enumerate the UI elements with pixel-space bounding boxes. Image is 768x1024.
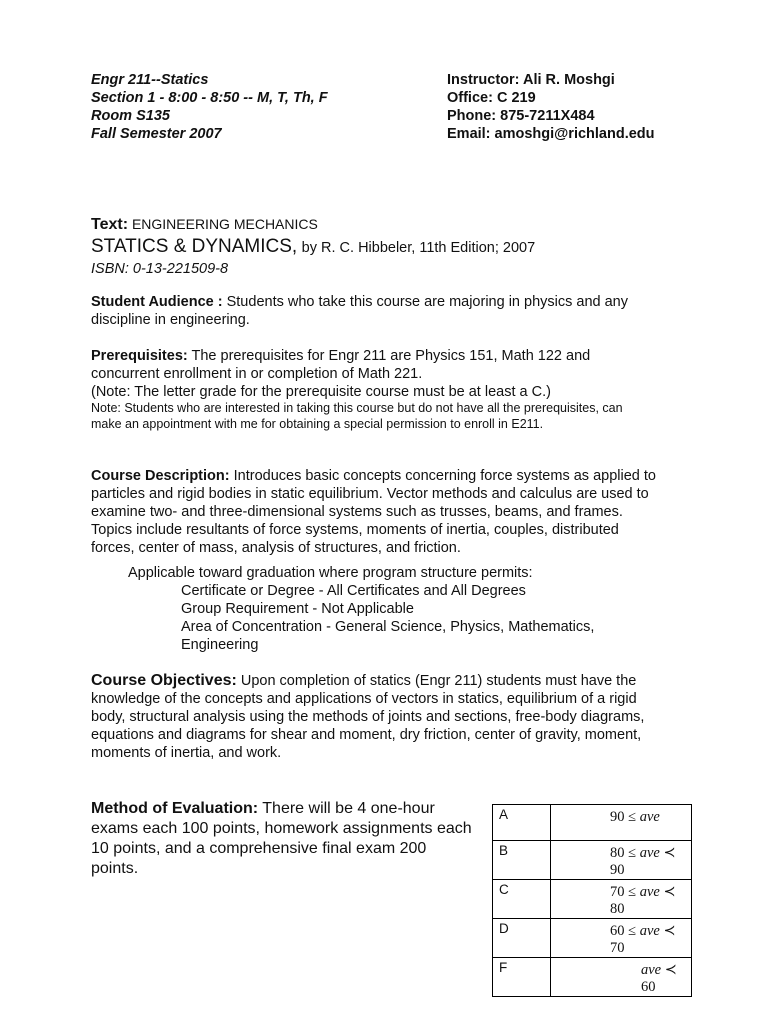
book-title: STATICS & DYNAMICS, bbox=[91, 236, 298, 257]
grade-range bbox=[551, 880, 692, 919]
prereq-text-2: concurrent enrollment in or completion of Math 221. bbox=[91, 366, 423, 382]
grade-row bbox=[493, 958, 692, 997]
objectives-line-2: knowledge of the concepts and applications of vectors in statics, equilibrium of a rigid bbox=[91, 691, 637, 707]
objectives-line-3: body, structural analysis using the methods of joints and sections, free-body diagrams, bbox=[91, 709, 645, 725]
description-line-5: forces, center of mass, analysis of structures, and friction. bbox=[91, 540, 461, 556]
grade-high: ≺ 70 bbox=[610, 923, 676, 956]
grade-letter: B bbox=[493, 841, 551, 880]
audience-text-1: Students who take this course are majoring in physics and any bbox=[226, 294, 628, 310]
textbook-section bbox=[91, 215, 535, 278]
grade-range bbox=[551, 919, 692, 958]
grade-var: ave bbox=[639, 923, 660, 939]
applicable-block bbox=[128, 564, 594, 654]
objectives-line-4: equations and diagrams for shear and moment, dry friction, center of gravity, moment, bbox=[91, 727, 642, 743]
phone: Phone: 875-7211X484 bbox=[447, 108, 595, 124]
grade-row bbox=[493, 805, 692, 841]
text-line1: ENGINEERING MECHANICS bbox=[131, 216, 318, 232]
course-semester: Fall Semester 2007 bbox=[91, 126, 222, 142]
evaluation-line-2: exams each 100 points, homework assignments each bbox=[91, 820, 472, 837]
course-name: Engr 211--Statics bbox=[91, 72, 209, 88]
applicable-item-2: Group Requirement - Not Applicable bbox=[181, 601, 414, 617]
evaluation-label: Method of Evaluation: bbox=[91, 800, 259, 817]
course-section: Section 1 - 8:00 - 8:50 -- M, T, Th, F bbox=[91, 90, 328, 106]
grade-row bbox=[493, 841, 692, 880]
grade-row bbox=[493, 880, 692, 919]
prereq-text-3: (Note: The letter grade for the prerequisite course must be at least a C.) bbox=[91, 384, 551, 400]
grade-range bbox=[551, 841, 692, 880]
grade-var: ave bbox=[641, 962, 662, 978]
description-line-2: particles and rigid bodies in static equilibrium. Vector methods and calculus are used to bbox=[91, 486, 649, 502]
grade-low: 80 ≤ bbox=[610, 845, 637, 861]
grade-letter: A bbox=[493, 805, 551, 841]
description-line-3: examine two- and three-dimensional systems such as trusses, beams, and frames. bbox=[91, 504, 623, 520]
grade-low: 60 ≤ bbox=[610, 923, 637, 939]
grade-letter: F bbox=[493, 958, 551, 997]
text-label: Text: bbox=[91, 216, 129, 233]
course-room: Room S135 bbox=[91, 108, 170, 124]
description-line-4: Topics include resultants of force systems, moments of inertia, couples, distributed bbox=[91, 522, 619, 538]
prereq-note-2: make an appointment with me for obtaining a special permission to enroll in E211. bbox=[91, 416, 544, 431]
email: Email: amoshgi@richland.edu bbox=[447, 126, 655, 142]
applicable-item-1: Certificate or Degree - All Certificates and All Degrees bbox=[181, 583, 526, 599]
applicable-item-3: Area of Concentration - General Science, Physics, Mathematics, bbox=[181, 619, 595, 635]
objectives-line-5: moments of inertia, and work. bbox=[91, 745, 282, 761]
description-line-1: Introduces basic concepts concerning force systems as applied to bbox=[233, 468, 656, 484]
prereq-text-1: The prerequisites for Engr 211 are Physics 151, Math 122 and bbox=[191, 348, 591, 364]
grade-low: 70 ≤ bbox=[610, 884, 637, 900]
grade-range bbox=[551, 958, 692, 997]
grade-high: ≺ 80 bbox=[610, 884, 676, 917]
grade-range bbox=[551, 805, 692, 841]
grade-letter: C bbox=[493, 880, 551, 919]
prereq-label: Prerequisites: bbox=[91, 348, 188, 364]
prerequisites bbox=[91, 347, 623, 432]
isbn: ISBN: 0-13-221509-8 bbox=[91, 261, 229, 277]
grade-letter: D bbox=[493, 919, 551, 958]
evaluation-line-1: There will be 4 one-hour bbox=[262, 800, 435, 817]
course-objectives bbox=[91, 672, 644, 762]
book-author: by R. C. Hibbeler, 11th Edition; 2007 bbox=[301, 240, 536, 256]
method-of-evaluation bbox=[91, 799, 486, 879]
applicable-item-4: Engineering bbox=[181, 637, 259, 653]
grade-high: ≺ 60 bbox=[641, 962, 677, 995]
prereq-note-1: Note: Students who are interested in taking this course but do not have all the prerequisites, can bbox=[91, 401, 623, 415]
audience-text-2: discipline in engineering. bbox=[91, 312, 250, 328]
grade-var: ave bbox=[639, 845, 660, 861]
course-header-left bbox=[91, 71, 328, 143]
audience-label: Student Audience : bbox=[91, 294, 223, 310]
applicable-text: Applicable toward graduation where program structure permits: bbox=[128, 565, 533, 581]
course-header-right bbox=[447, 71, 655, 143]
instructor: Instructor: Ali R. Moshgi bbox=[447, 72, 615, 88]
course-description bbox=[91, 467, 656, 557]
objectives-label: Course Objectives: bbox=[91, 672, 237, 689]
office: Office: C 219 bbox=[447, 90, 536, 106]
evaluation-line-4: points. bbox=[91, 860, 139, 877]
evaluation-line-3: 10 points, and a comprehensive final exam 200 bbox=[91, 840, 427, 857]
grade-scale-table bbox=[492, 804, 692, 997]
grade-row bbox=[493, 919, 692, 958]
grade-low: 90 ≤ bbox=[610, 809, 637, 825]
objectives-line-1: Upon completion of statics (Engr 211) students must have the bbox=[240, 673, 637, 689]
student-audience bbox=[91, 293, 628, 329]
grade-high: ≺ 90 bbox=[610, 845, 676, 878]
grade-var: ave bbox=[639, 884, 660, 900]
description-label: Course Description: bbox=[91, 468, 230, 484]
grade-var: ave bbox=[639, 809, 660, 825]
